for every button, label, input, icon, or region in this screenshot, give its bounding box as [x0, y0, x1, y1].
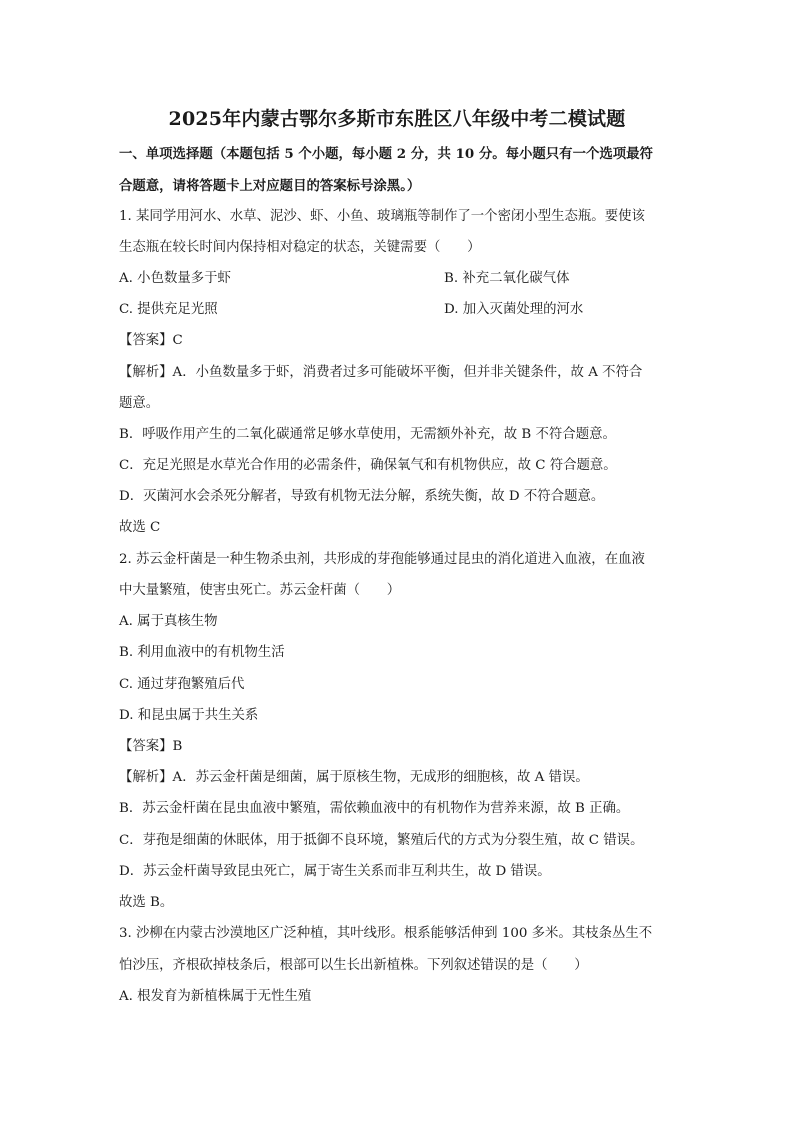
q1-option-c: C. 提供充足光照	[119, 302, 218, 317]
q1-option-d: D. 加入灭菌处理的河水	[444, 302, 584, 317]
q1-analysis-b: B．呼吸作用产生的二氧化碳通常足够水草使用，无需额外补充，故 B 不符合题意。	[119, 427, 616, 442]
q1-option-a: A. 小色数量多于虾	[119, 271, 231, 286]
q1-option-b: B. 补充二氧化碳气体	[444, 271, 570, 286]
q1-answer: 【答案】C	[119, 333, 183, 348]
q2-analysis-c: C．芽孢是细菌的休眠体，用于抵御不良环境，繁殖后代的方式为分裂生殖，故 C 错误。	[119, 833, 644, 848]
q3-stem-line1: 3. 沙柳在内蒙古沙漠地区广泛种植，其叶线形。根系能够活伸到 100 多米。其枝条丛生不	[119, 926, 653, 941]
q2-stem-line1: 2. 苏云金杆菌是一种生物杀虫剂，共形成的芽孢能够通过昆虫的消化道进入血液，在血液	[119, 552, 645, 567]
q1-stem-line2: 生态瓶在较长时间内保持相对稳定的状态，关键需要（ ）	[119, 240, 481, 255]
q1-analysis-line2: 题意。	[119, 396, 160, 411]
q2-analysis-d: D．苏云金杆菌导致昆虫死亡，属于寄生关系而非互利共生，故 D 错误。	[119, 864, 551, 879]
q1-conclusion: 故选 C	[119, 520, 161, 535]
page-title: 2025年内蒙古鄂尔多斯市东胜区八年级中考二模试题	[168, 108, 626, 130]
q3-option-a: A. 根发育为新植株属于无性生殖	[119, 989, 312, 1004]
q2-option-d: D. 和昆虫属于共生关系	[119, 708, 259, 723]
q1-analysis-line1: 【解析】A．小鱼数量多于虾，消费者过多可能破坏平衡，但并非关键条件，故 A 不符合	[119, 365, 643, 380]
q1-analysis-c: C．充足光照是水草光合作用的必需条件，确保氧气和有机物供应，故 C 符合题意。	[119, 458, 617, 473]
q2-option-a: A. 属于真核生物	[119, 614, 218, 629]
q2-analysis-b: B．苏云金杆菌在昆虫血液中繁殖，需依赖血液中的有机物作为营养来源，故 B 正确。	[119, 801, 630, 816]
q2-option-b: B. 利用血液中的有机物生活	[119, 645, 285, 660]
q2-option-c: C. 通过芽孢繁殖后代	[119, 677, 245, 692]
q2-stem-line2: 中大量繁殖，使害虫死亡。苏云金杆菌（ ）	[119, 583, 401, 598]
q1-stem-line1: 1. 某同学用河水、水草、泥沙、虾、小鱼、玻璃瓶等制作了一个密闭小型生态瓶。要使该	[119, 209, 645, 224]
q2-answer: 【答案】B	[119, 739, 183, 754]
section-heading-line2: 合题意，请将答题卡上对应题目的答案标号涂黑。）	[119, 178, 421, 194]
q1-analysis-d: D．灭菌河水会杀死分解者，导致有机物无法分解，系统失衡，故 D 不符合题意。	[119, 489, 605, 504]
q2-conclusion: 故选 B。	[119, 895, 174, 910]
q2-analysis-a: 【解析】A．苏云金杆菌是细菌，属于原核生物，无成形的细胞核，故 A 错误。	[119, 770, 589, 785]
section-heading-line1: 一、单项选择题（本题包括 5 个小题，每小题 2 分，共 10 分。每小题只有一个选项最符	[119, 146, 653, 162]
q3-stem-line2: 怕沙压，齐根砍掉枝条后，根部可以生长出新植株。下列叙述错误的是（ ）	[119, 958, 588, 973]
